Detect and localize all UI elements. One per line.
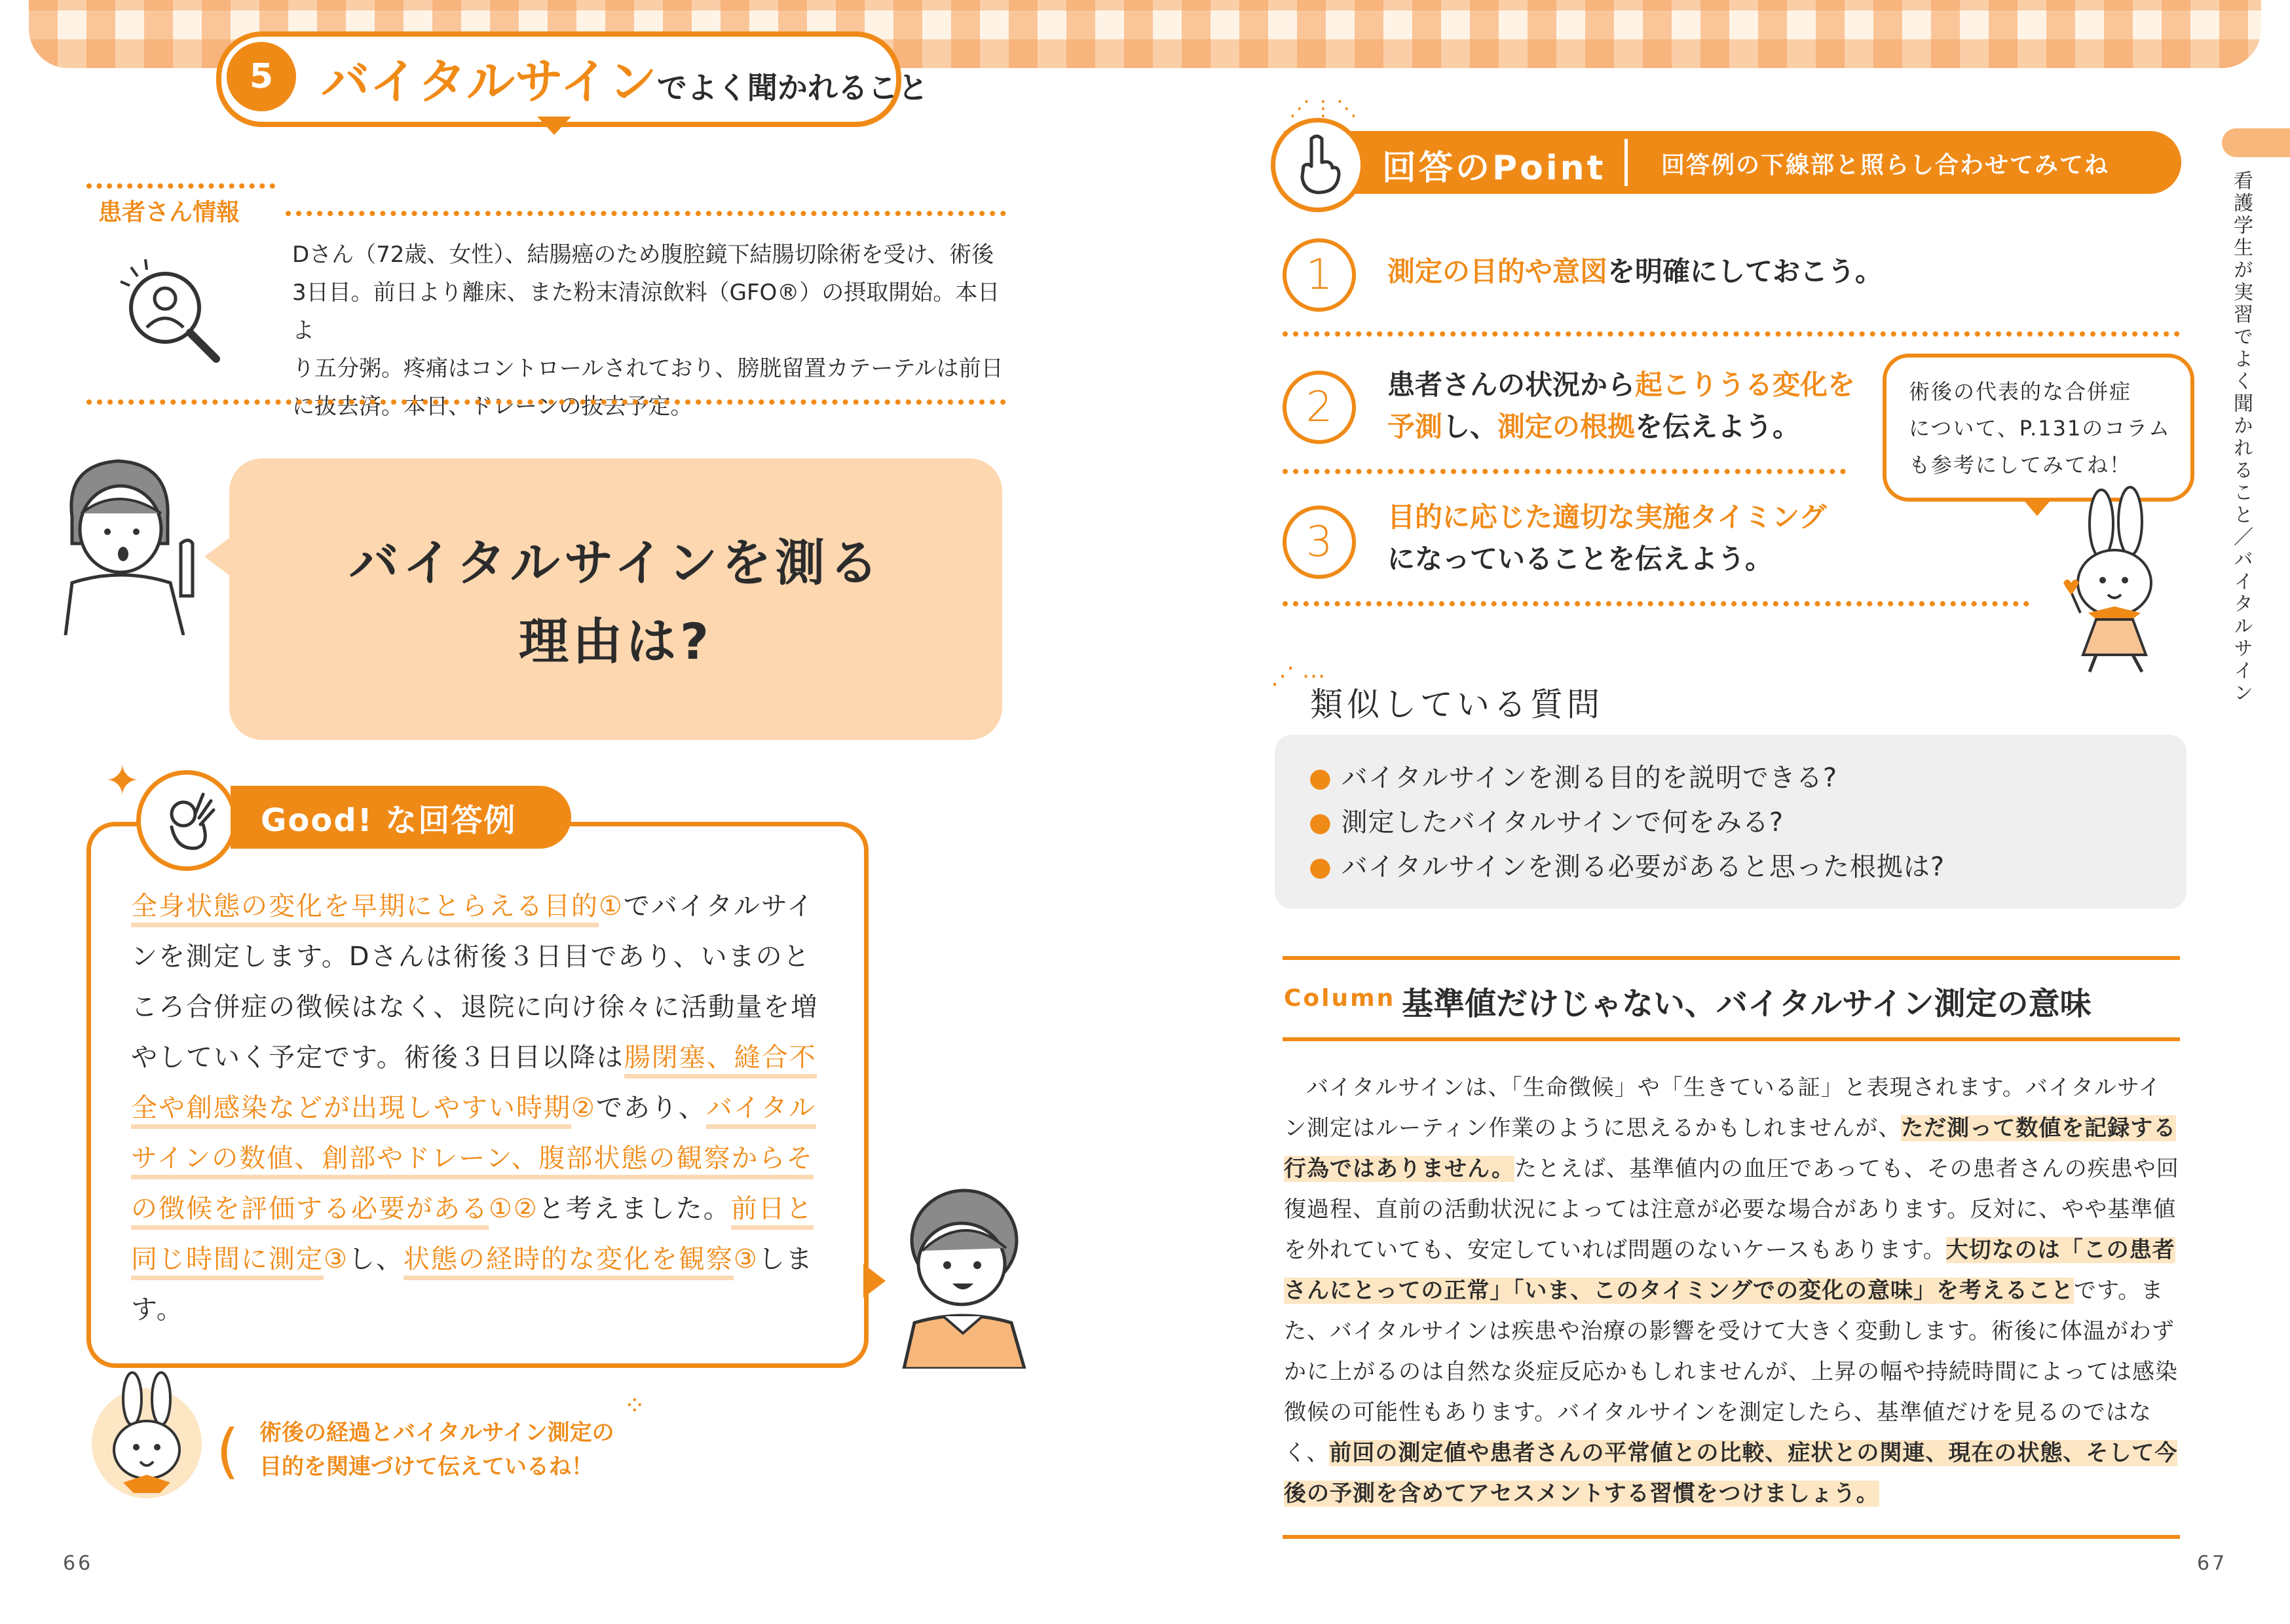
patient-line: り五分粥。疼痛はコントロールされており、膀胱留置カテーテルは前日 — [292, 356, 1004, 382]
point-heading: 回答のPoint — [1382, 149, 1606, 188]
column-text: バイタルサインは、「生命徴候」や「生きている証」と表現されます。バイタルサイン測定はルーティン作業のように思えるかもしれませんが、 — [1284, 1075, 2162, 1141]
student-illustration — [52, 445, 210, 635]
point-number-2: 2 — [1283, 371, 1356, 444]
patient-text — [292, 236, 1013, 426]
column-highlight: 大切なのは「この患者さんにとっての正常」「いま、このタイミングでの変化の意味」を考えること — [1284, 1237, 2175, 1304]
section-title-text — [321, 43, 928, 109]
point-text: 患者さんの状況から — [1387, 369, 1636, 401]
column-label: Column — [1284, 985, 1396, 1012]
answer-highlight: 状態の経時的な変化を観察 — [404, 1244, 734, 1280]
point-dotline-3 — [1283, 601, 2029, 606]
column-top-rule — [1283, 956, 2180, 960]
rabbit-comment-line: 術後の経過とバイタルサイン測定の — [259, 1420, 614, 1446]
answer-highlight: バイタルサインの数値、創部やドレーン、腹部状態の観察からその徴候を評価する必要がある — [131, 1093, 816, 1230]
rabbit-comment — [259, 1416, 614, 1484]
column-bottom-rule — [1283, 1535, 2180, 1539]
rabbit-comment-line: 目的を関連づけて伝えているね！ — [259, 1454, 593, 1480]
patient-heading: 患者さん情報 — [98, 199, 240, 226]
point-text: し、 — [1442, 411, 1498, 443]
point-key: 測定の目的や意図 — [1387, 255, 1608, 287]
answer-highlight: 前日と同じ時間に測定 — [131, 1194, 814, 1280]
answer-ref: ② — [571, 1093, 596, 1123]
question-line2: 理由は? — [518, 612, 713, 671]
column-text: です。また、バイタルサインは疾患や治療の影響を受けて大きく変動します。術後に体温がわずかに上がるのは自然な炎症反応かもしれませんが、上昇の幅や持続時間によっては感染徴候の可能性もあります。バイタルサインを測定したら、基準値だけを見るのではなく、 — [1284, 1278, 2178, 1466]
page-number-left: 66 — [63, 1552, 94, 1575]
point-item-1 — [1387, 250, 1883, 289]
point-key: 起こりうる変化を予測 — [1387, 369, 1856, 443]
point-hand-icon — [1271, 118, 1365, 212]
column-highlight: ただ測って数値を記録する行為ではありません。 — [1284, 1115, 2177, 1182]
answer-highlight: 全身状態の変化を早期にとらえる目的 — [131, 891, 599, 927]
section-number: 5 — [227, 42, 296, 111]
ok-hand-icon — [136, 770, 237, 871]
column-text: たとえば、基準値内の血圧であっても、その患者さんの疾患や回復過程、直前の活動状況によっては注意が必要な場合があります。反対に、やや基準値を外れていても、安定していれば問題のないケースもあります。 — [1284, 1156, 2179, 1263]
answer-ref: ①② — [489, 1194, 538, 1224]
rabbit-illustration — [2044, 485, 2188, 674]
patient-line: Dさん（72歳、女性）、結腸癌のため腹腔鏡下結腸切除術を受け、術後 — [292, 242, 994, 268]
emphasis-lines-icon: ⁘ — [624, 1391, 646, 1421]
point-rays-icon: ⋰⋮⋱ — [1289, 96, 1360, 120]
bubble-line: について、P.131のコラム — [1909, 416, 2171, 441]
search-person-icon — [118, 255, 229, 367]
patient-top-dotline-2 — [286, 211, 1006, 216]
point-number-3: 3 — [1283, 506, 1356, 579]
similar-sparkle-icon: ⋰ ⋯ — [1271, 663, 1326, 690]
similar-item: ● バイタルサインを測る目的を説明できる? — [1309, 763, 1838, 793]
similar-item: ● バイタルサインを測る必要があると思った根拠は? — [1309, 852, 1945, 882]
good-answer-text — [131, 881, 825, 1335]
patient-line: 3日目。前日より離床、また粉末清涼飲料（GFO®）の摂取開始。本日よ — [292, 280, 1000, 344]
point-key: 測定の根拠 — [1497, 411, 1636, 443]
good-answer-heading: Good! な回答例 — [231, 786, 571, 849]
answer-highlight: 腸閉塞、縫合不全や創感染などが出現しやすい時期 — [131, 1043, 817, 1129]
question-line1: バイタルサインを測る — [348, 534, 883, 592]
rabbit-avatar — [92, 1388, 202, 1498]
patient-bottom-dotline — [86, 399, 1006, 405]
column-mid-rule — [1283, 1037, 2180, 1041]
side-tab-text: 看護学生が実習でよく聞かれること／バイタルサイン — [2230, 170, 2253, 705]
point-key: 目的に応じた適切な実施タイミング — [1387, 501, 1827, 533]
point-divider — [1624, 139, 1628, 186]
nurse-illustration — [891, 1185, 1042, 1369]
comment-bracket-icon: ( — [216, 1417, 240, 1486]
sparkle-icon: ✦ — [105, 757, 140, 805]
point-number-1: 1 — [1283, 238, 1356, 312]
answer-ref: ③ — [324, 1244, 348, 1274]
similar-list — [1309, 756, 1945, 889]
bubble-line: も参考にしてみてね！ — [1909, 452, 2132, 477]
point-item-3 — [1387, 496, 1885, 580]
point-text: になっていることを伝えよう。 — [1387, 543, 1773, 575]
section-title-tail — [537, 117, 571, 135]
answer-text: と考えました。 — [538, 1194, 731, 1224]
answer-text: します。 — [131, 1244, 814, 1325]
section-title-sub: でよく聞かれること — [656, 70, 928, 105]
point-dotline-2 — [1283, 469, 1846, 474]
column-body — [1284, 1067, 2181, 1514]
point-dotline-1 — [1283, 331, 2180, 337]
answer-text: し、 — [348, 1244, 404, 1274]
point-bubble-text — [1909, 373, 2171, 483]
point-text: を伝えよう。 — [1635, 411, 1801, 443]
point-text: を明確にしておこう。 — [1607, 255, 1883, 287]
answer-text: であり、 — [595, 1093, 706, 1123]
answer-text: でバイタルサインを測定します。Dさんは術後３日目であり、いまのところ合併症の徴候はなく、退院に向け徐々に活動量を増やしていく予定です。術後３日目以降は — [131, 891, 819, 1073]
good-answer-tail — [863, 1264, 886, 1298]
patient-top-dotline — [86, 183, 275, 189]
column-highlight: 前回の測定値や患者さんの平常値との比較、症状との関連、現在の状態、そして今後の予測を含めてアセスメントする習慣をつけましょう。 — [1284, 1440, 2178, 1507]
answer-ref: ① — [599, 891, 624, 921]
similar-item: ● 測定したバイタルサインで何をみる? — [1309, 807, 1784, 838]
patient-line: に抜去済。本日、ドレーンの抜去予定。 — [292, 394, 693, 420]
answer-ref: ③ — [733, 1244, 759, 1274]
section-title-main: バイタルサイン — [321, 54, 657, 110]
question-text — [229, 524, 1002, 681]
point-subheading: 回答例の下線部と照らし合わせてみてね — [1661, 152, 2110, 179]
side-tab-marker — [2222, 128, 2290, 157]
point-item-2 — [1387, 364, 1872, 448]
question-bubble-tail — [204, 537, 231, 576]
bubble-line: 術後の代表的な合併症 — [1909, 379, 2132, 404]
similar-heading: 類似している質問 — [1310, 686, 1604, 724]
column-title: 基準値だけじゃない、バイタルサイン測定の意味 — [1402, 986, 2092, 1022]
page-number-right: 67 — [2197, 1552, 2228, 1575]
